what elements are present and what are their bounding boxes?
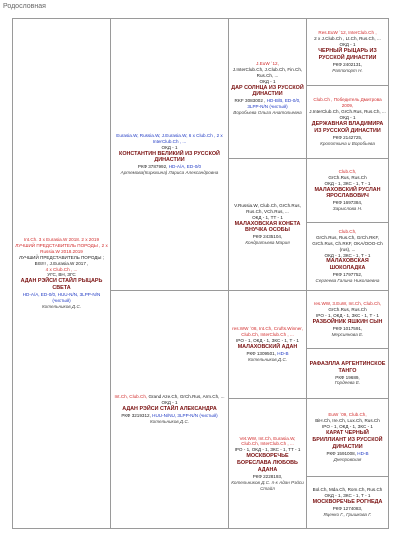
health-results: HD-B [277, 350, 289, 356]
cert-number: РКФ 1017591, [332, 325, 363, 331]
certificate [113, 413, 226, 419]
titles-black-2: ОКД - 1, ЗКС - 1, Т - 1 [324, 493, 371, 499]
dam-cell [111, 291, 229, 529]
titles-red: Club.Ch, [338, 229, 357, 235]
titles-red: res.WW `08, Int.Ch, Crufts.Winner, Club.Ch, InterClub.Ch , ... [232, 326, 303, 338]
cert-number: РКФ 1309501, [246, 350, 276, 356]
dog-name-link[interactable]: ЧЕРНЫЙ РЫЦАРЬ ИЗ РУССКОЙ ДИНАСТИИ [318, 48, 377, 61]
owner: Днепровская [333, 456, 362, 462]
owner: Котельников Д.С. п-к Адан Рэйси Стайл [231, 479, 304, 491]
titles-black: V.Russia.W, Club.Ch, GrCh.Rus, Rus.Ch, VCh.Rus, ... [234, 202, 301, 214]
owner: Воробьева Ольга Анатольевна [233, 110, 302, 116]
owner: Артемова(Кирюхина) Лариса Александровна [120, 170, 219, 176]
gen4-cell-8 [307, 477, 389, 529]
titles-black-2: IPO - 1, ОКД - 1, ЗКС - 1 [321, 424, 373, 430]
titles-red: Res.EuW `12, InterClub.Ch , [318, 30, 377, 36]
titles-black: Grand Aze.Ch, GrCh.Rus, Arm.Ch, ... [148, 394, 225, 400]
owner: Мерсиянова Е. [331, 331, 364, 337]
dam-sire-cell [229, 291, 307, 399]
titles-black: IPO - 1, ОКД - 1, ЗКС - 1, ТТ - 1 [234, 447, 301, 453]
titles-black-2: УГС, ВН, ЗГС [47, 272, 76, 278]
titles-black: GrCh.Rus, Rus.Ch [328, 307, 367, 313]
dog-name-link[interactable]: КОНСТАНТИН ВЕЛИКИЙ ИЗ РУССКОЙ ДИНАСТИИ [119, 150, 220, 164]
health-results: HD-A/A, ED-0/0, HUU-N/N, 3LPP-N/N (чистый) [22, 292, 101, 304]
gen4-cell-6 [307, 349, 389, 399]
owner: Раппопорт Н. [332, 67, 363, 73]
sire-dam-cell [229, 159, 307, 291]
titles-black: GrCh.Rus, Rus.Ch [328, 174, 367, 180]
titles-black: Bol.Ch, Mda.Ch, Rom.Ch, Rus.Ch [312, 487, 383, 493]
titles-black: ОКД - 1 [161, 144, 178, 150]
gen4-cell-3 [307, 159, 389, 223]
cert-number: РКФ 19689, [335, 374, 360, 380]
sire-cell [111, 19, 229, 291]
titles-black-2: ОКД - 1, ЗКС - 1, Т - 1 [324, 252, 371, 258]
pedigree-table [12, 18, 389, 529]
health-results: HD-B/B, ED-0/0, 3LPP-N/N (чистый) [247, 98, 301, 110]
titles-red: Int.Ch. 3 x Eurasia.W 2018. 2 x 2019 ЛУЧШИЙ ПРЕДСТАВИТЕЛЬ ПОРОДЫ , 2 x Russia.W 2018.2019 [15, 237, 108, 254]
dog-name-link[interactable]: МАЛАХОВСКАЯ ШОКОЛАДКА [326, 258, 369, 272]
titles-red: J.EuW `12, [256, 61, 279, 67]
titles-black: J.InterClub.Ch, GrCh.Rus, Rus.Ch, ... [309, 109, 386, 115]
cert-number: РКФ 2435104, [252, 234, 283, 240]
cert-number: RKF 3083002 , [234, 98, 266, 104]
owner: Кропоткина и Воробьева [320, 140, 375, 146]
owner: Гордеева Е. [334, 380, 361, 386]
gen4-cell-2 [307, 86, 389, 159]
titles-red: Int.Ch, Club.Ch, [114, 394, 148, 400]
dog-name-link[interactable]: КАРАТ ЧЕРНЫЙ БРИЛЛИАНТ ИЗ РУССКОЙ ДИНАСТИИ [312, 430, 383, 450]
cert-number: РКФ 2142725, [332, 134, 363, 140]
health-results: HD-B [357, 450, 369, 456]
titles-blue: Eurasia.W, Russia.W, J.Eurasia.W, 6 x Club.Ch , 2 x InterClub.Ch , ... [116, 132, 223, 144]
sire-sire-cell [229, 19, 307, 159]
titles-red: Club.Ch, [338, 168, 357, 174]
titles-black-2: ОКД - 1 [161, 400, 178, 406]
titles-red-2: 4 x Club.Ch , ... [45, 266, 78, 272]
owner: Котельников Д.С. [41, 303, 82, 309]
page-title: Родословная [3, 3, 46, 10]
titles-black: IPO - 1, ОКД - 1, ЗКС - 1, Т - 1 [235, 338, 299, 344]
cert-number: РКФ 1591008, [326, 450, 356, 456]
gen4-cell-4 [307, 223, 389, 291]
cert-number: РКФ 2402131, [332, 61, 363, 67]
titles-black-2: ОКД - 1, ТТ - 1 [252, 214, 283, 220]
dam-dam-cell [229, 399, 307, 529]
cert-number: РКФ 2228193, [252, 473, 283, 479]
owner: Котельников Д.С. [149, 418, 190, 424]
gen4-cell-7 [307, 399, 389, 477]
owner: Яценко Г., Гришкова Г. [323, 511, 372, 517]
cert-number: РКФ 1797752, [332, 272, 363, 278]
titles-black-2: ОКД - 1 [339, 115, 356, 121]
owner: Котельников Д.С. [247, 356, 288, 362]
titles-black-2: ОКД - 1 [339, 42, 356, 48]
titles-black-2: ОКД - 1, ЗКС - 1, Т - 1 [324, 180, 371, 186]
titles-black: 2 x J.Club.Ch , Lt.Ch, Rus.Ch, ... [314, 36, 381, 42]
titles-black: J.InterClub.Ch, J.Club.Ch, Fin.Ch, Rus.Ch, ... [232, 66, 303, 78]
health-results: HUU-N/NU, 3LPP-N/N (чистый) [152, 412, 218, 418]
dog-name-link[interactable]: АДАН РЭЙСИ СТАЙЛ АЛЕКСАНДРА [122, 406, 217, 413]
gen1-cell [13, 19, 111, 529]
dog-name-link[interactable]: МОСКВОРЕЧЬЕ РОГНЕДА [312, 499, 383, 506]
titles-black: BiH.Ch, Ire.Ch, Lux.Ch, Rus.Ch [315, 418, 380, 424]
cert-number: РКФ 1274083, [332, 505, 363, 511]
titles-black: ЛУЧШИЙ ПРЕДСТАВИТЕЛЬ ПОРОДЫ ; BIS!!! , J.Eurasia.W 2017 , [18, 254, 105, 266]
dog-name-link[interactable]: МАЛАХОВСКИЙ АДАН [237, 343, 298, 350]
dog-name-link[interactable]: ДЕРЖАВНАЯ ВЛАДИМИРА ИЗ РУССКОЙ ДИНАСТИИ [311, 120, 384, 134]
cert-number: РКФ 3787992, [137, 164, 168, 170]
health-results: HD-A/A, ED-0/0 [168, 164, 202, 170]
titles-black-2: ОКД - 1 [259, 78, 276, 84]
dog-name-link[interactable]: ДАР СОЛНЦА ИЗ РУССКОЙ ДИНАСТИИ [231, 84, 304, 98]
dog-name-link[interactable]: РАЗБОЙНИК ЯШКИН СЫН [312, 318, 383, 325]
titles-black: GrCh.Rus, Rus.Ch, GrCh.RKF, GrCh.Rus, Ch.RKF, OKA/OOO-Ch (rus), ... [312, 234, 383, 252]
titles-red: res.WW, 3.EuW, Int.Ch, Club.Ch, [313, 301, 382, 307]
titles-black-2: IPO - 1, ОКД - 1, ЗКС - 1, Т - 1 [315, 313, 379, 319]
cert-number: РКФ 1697384, [332, 200, 363, 206]
titles-red: Club.Ch , Победитель Дмитрова 2009, [313, 97, 382, 109]
cert-number: РКФ 3219312, [121, 412, 151, 418]
dog-name-link[interactable]: АДАН РЭЙСИ СТАЙЛ РЫЦАРЬ СВЕТА [20, 278, 103, 292]
certificate [231, 98, 304, 110]
owner: Кондратьева Мария [245, 240, 290, 246]
dog-name-link[interactable]: МАЛАХОВСКАЯ КОНЕТА ВНУЧКА ОСОБЫ [234, 220, 301, 234]
dog-name-link[interactable]: МОСКВОРЕЧЬЕ БОРЕСЛАВА ЛЮБОВЬ АДАНА [237, 453, 298, 473]
titles-red: EuW `09, Club.Ch, [328, 412, 367, 418]
owner: Зарыслова Н. [332, 206, 363, 212]
titles-red: Vet.WW, Int.Ch, Eurasia.W, Club.Ch, InterClub.Ch , ... [239, 435, 296, 447]
dog-name-link[interactable]: РАФАЭЛЛА АРГЕНТИНСКОЕ ТАНГО [309, 360, 386, 374]
gen4-cell-5 [307, 291, 389, 349]
dog-name-link[interactable]: МАЛАХОВСКИЙ РУСЛАН ЯРОСЛАВОВИЧ [314, 186, 381, 200]
gen4-cell-1 [307, 19, 389, 86]
owner: Сергеева Галина Николаевна [315, 278, 380, 284]
